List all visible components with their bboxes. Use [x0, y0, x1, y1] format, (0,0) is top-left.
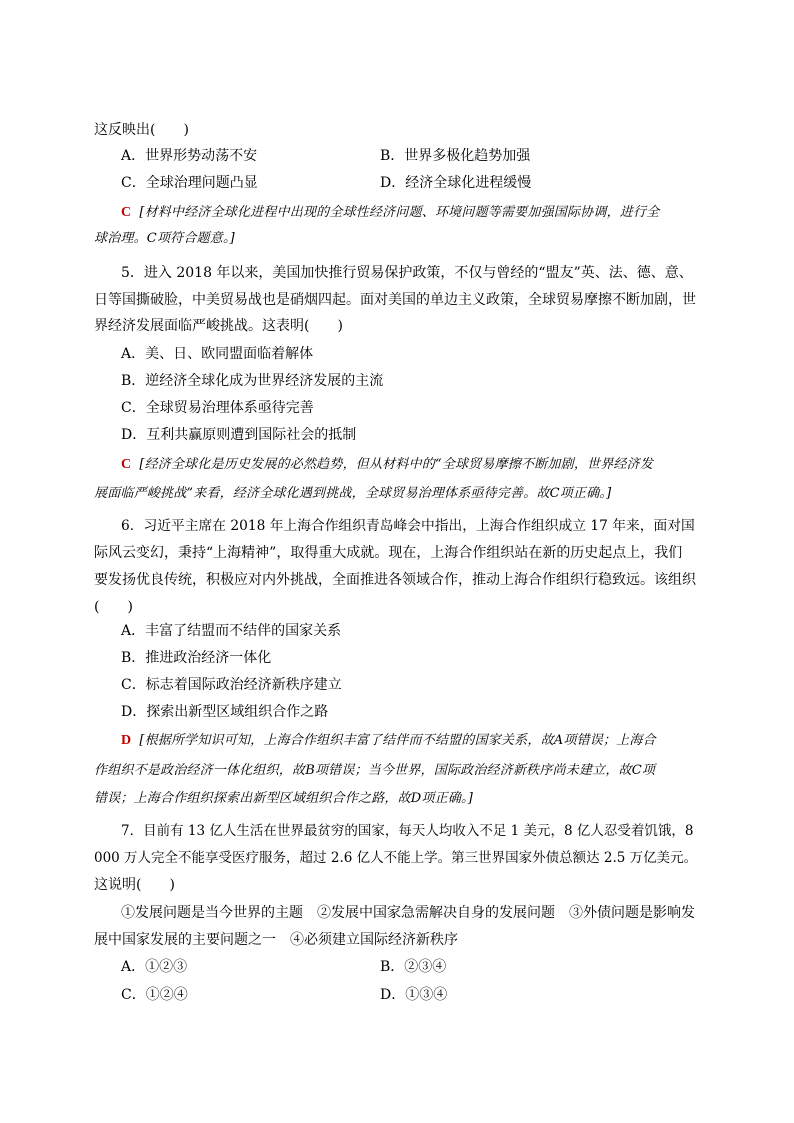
q5-answer-explanation	[121, 456, 653, 474]
q6-stem-line4: ( )	[94, 599, 133, 615]
q6-option-d: D．探索出新型区域组织合作之路	[121, 704, 329, 720]
q7-stem-line2: 000 万人完全不能享受医疗服务，超过 2.6 亿人不能上学。第三世界国家外债总额达 2.5 万亿美元。	[94, 850, 698, 866]
q4-stem-tail: 这反映出( )	[94, 122, 189, 138]
q4-explain-line1: [材料中经济全球化进程中出现的全球性经济问题、环境问题等需要加强国际协调，进行全	[139, 205, 660, 220]
q5-option-b: B．逆经济全球化成为世界经济发展的主流	[121, 373, 384, 389]
q5-option-a: A．美、日、欧同盟面临着解体	[121, 346, 314, 362]
q5-stem-line1: 5．进入 2018 年以来，美国加快推行贸易保护政策，不仅与曾经的“盟友”英、法、德、意、	[121, 265, 693, 281]
q5-explain-line2: 展面临严峻挑战”来看，经济全球化遇到挑战，全球贸易治理体系亟待完善。故C项正确。]	[94, 486, 612, 501]
q6-stem-line1: 6．习近平主席在 2018 年上海合作组织青岛峰会中指出，上海合作组织成立 17 年来，面对国	[121, 518, 695, 534]
q7-option-c: C．①②④	[121, 987, 188, 1003]
q6-option-c: C．标志着国际政治经济新秩序建立	[121, 677, 342, 693]
q6-option-a: A．丰富了结盟而不结伴的国家关系	[121, 623, 342, 639]
q5-stem-line2: 日等国撕破脸，中美贸易战也是硝烟四起。面对美国的单边主义政策，全球贸易摩擦不断加剧，世	[94, 292, 696, 308]
q7-option-b: B．②③④	[380, 959, 447, 975]
q6-explain-line1: [根据所学知识可知，上海合作组织丰富了结伴而不结盟的国家关系，故A项错误；上海合	[139, 733, 656, 748]
q7-items-line1: ①发展问题是当今世界的主题 ②发展中国家急需解决自身的发展问题 ③外债问题是影响发	[121, 905, 695, 921]
q6-explain-line2: 作组织不是政治经济一体化组织，故B项错误；当今世界，国际政治经济新秩序尚未建立，故C项	[94, 763, 656, 778]
q7-option-d: D．①③④	[380, 987, 448, 1003]
q7-stem-line3: 这说明( )	[94, 877, 175, 893]
q5-option-d: D．互利共赢原则遭到国际社会的抵制	[121, 427, 357, 443]
q6-explain-line3: 错误；上海合作组织探索出新型区域组织合作之路，故D项正确。]	[94, 791, 473, 806]
q6-option-b: B．推进政治经济一体化	[121, 650, 272, 666]
q6-stem-line3: 要发扬优良传统，积极应对内外挑战，全面推进各领域合作，推动上海合作组织行稳致远。该组织	[94, 572, 696, 588]
q6-explain-line3-wrap	[94, 790, 473, 808]
q5-explain-line1: [经济全球化是历史发展的必然趋势，但从材料中的“全球贸易摩擦不断加剧，世界经济发	[139, 457, 654, 472]
q4-explain-line2: 球治理。C项符合题意。]	[94, 231, 235, 246]
q4-answer-explanation	[121, 204, 659, 222]
q4-option-a: A．世界形势动荡不安	[121, 148, 258, 164]
q4-answer-letter: C	[121, 205, 132, 220]
q5-stem-line3: 界经济发展面临严峻挑战。这表明( )	[94, 318, 343, 334]
q6-answer-letter: D	[121, 733, 132, 748]
q4-option-b: B．世界多极化趋势加强	[380, 148, 531, 164]
q4-option-c: C．全球治理问题凸显	[121, 175, 258, 191]
q7-stem-line1: 7．目前有 13 亿人生活在世界最贫穷的国家，每天人均收入不足 1 美元，8 亿人忍受着饥饿，8	[121, 823, 694, 839]
q4-explain-line2-wrap	[94, 230, 235, 248]
q4-option-d: D．经济全球化进程缓慢	[380, 175, 532, 191]
q6-explain-line2-wrap	[94, 762, 655, 780]
q7-items-line2: 展中国家发展的主要问题之一 ④必须建立国际经济新秩序	[94, 932, 458, 948]
q5-answer-letter: C	[121, 457, 132, 472]
q5-explain-line2-wrap	[94, 485, 611, 503]
q7-option-a: A．①②③	[121, 959, 188, 975]
q5-option-c: C．全球贸易治理体系亟待完善	[121, 400, 314, 416]
q6-stem-line2: 际风云变幻，秉持“上海精神”，取得重大成就。现在，上海合作组织站在新的历史起点上，我们	[94, 545, 683, 561]
q6-answer-explanation	[121, 732, 656, 750]
